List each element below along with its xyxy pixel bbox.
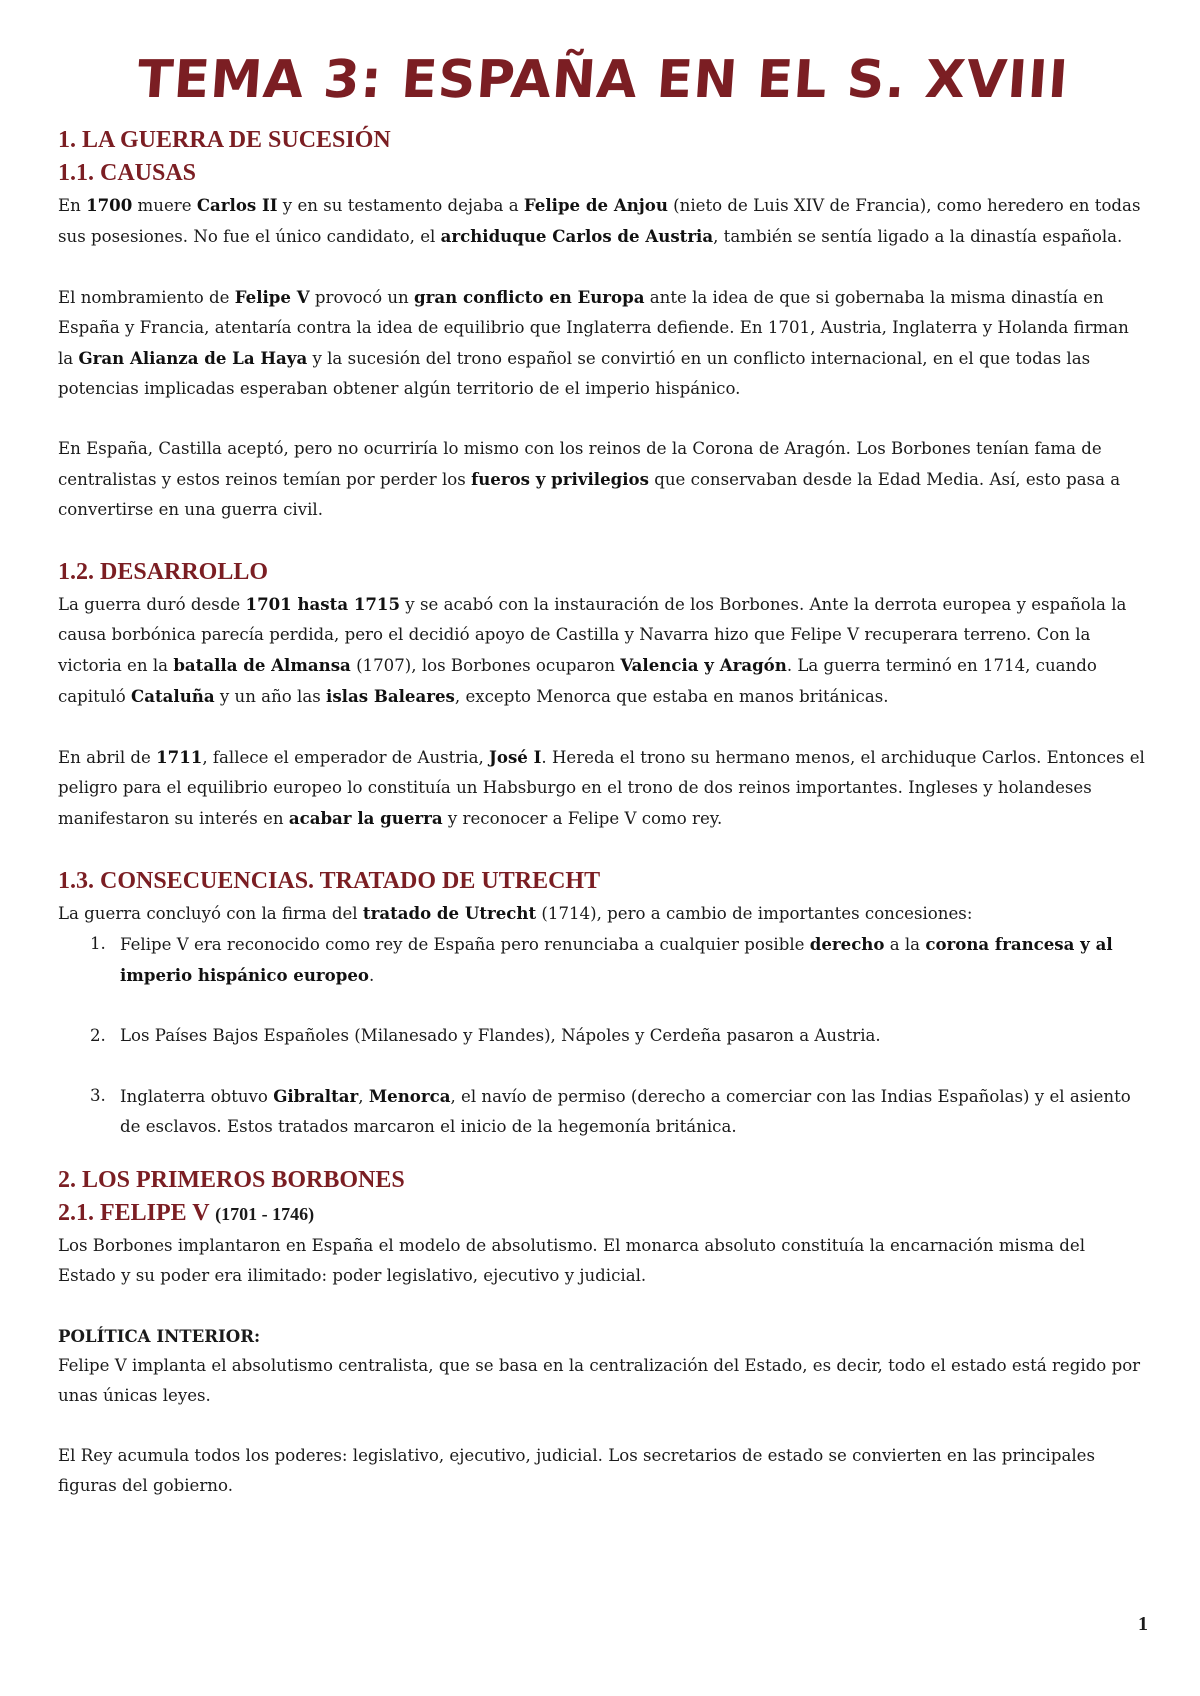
text-run: que conservaban desde la Edad Media. Así, esto pasa a convertirse en una guerra civil. — [58, 470, 1121, 519]
bold-term: 1711 — [156, 747, 203, 767]
bold-term: corona francesa y al imperio hispánico europeo — [120, 934, 1113, 985]
bold-term: islas Baleares — [326, 686, 455, 706]
text-run: El Rey acumula todos los poderes: legislativo, ejecutivo, judicial. Los secretarios de estado se convierten en las principales figuras del gobierno. — [58, 1446, 1096, 1495]
bold-term: Valencia y Aragón — [620, 655, 787, 675]
bold-term: Felipe V — [234, 287, 310, 307]
bold-term: tratado de Utrecht — [362, 903, 537, 923]
paragraph — [58, 1441, 1148, 1501]
bold-term: acabar la guerra — [288, 808, 443, 828]
page-number: 1 — [1138, 1613, 1148, 1635]
text-run: a la — [884, 935, 926, 954]
list-number: 3. — [90, 1086, 106, 1105]
list-item-text — [120, 1026, 881, 1045]
text-run: En — [58, 196, 87, 215]
text-run: provocó un — [309, 288, 415, 307]
text-run: , excepto Menorca que estaba en manos británicas. — [454, 687, 889, 706]
bold-term: derecho — [809, 934, 885, 954]
paragraph — [58, 589, 1148, 712]
subheading-politica-interior: POLÍTICA INTERIOR: — [58, 1326, 261, 1346]
bold-term: gran conflicto en Europa — [414, 287, 645, 307]
list-item — [58, 1021, 1148, 1051]
text-run: La guerra concluyó con la firma del — [58, 904, 363, 923]
text-run: Felipe V era reconocido como rey de España pero renunciaba a cualquier posible — [120, 935, 810, 954]
subsection-heading-felipe-v-text: 2.1. FELIPE V — [58, 1200, 210, 1226]
bold-term: Gran Alianza de La Haya — [78, 348, 308, 368]
text-run: . La guerra terminó en 1714, cuando capituló — [58, 656, 1097, 706]
text-run: (1707), los Borbones ocuparon — [350, 656, 621, 675]
document-title: TEMA 3: ESPAÑA EN EL S. XVIII — [135, 50, 1071, 110]
text-run: , también se sentía ligado a la dinastía española. — [713, 227, 1123, 246]
subsection-heading-felipe-v — [58, 1196, 1148, 1231]
text-run: (1714), pero a cambio de importantes concesiones: — [536, 904, 973, 923]
list-number: 2. — [90, 1026, 106, 1045]
text-run: ante la idea de que si gobernaba la misma dinastía en España y Francia, atentaría contra la idea de equilibrio que Inglaterra defiende. En 1701, Austria, Inglaterra y Holanda firman la — [58, 288, 1129, 368]
list-number: 1. — [90, 934, 106, 953]
subsection-heading-desarrollo: 1.2. DESARROLLO — [58, 559, 269, 585]
text-run: La guerra duró desde — [58, 595, 246, 614]
paragraph — [58, 434, 1148, 525]
reign-years: (1701 - 1746) — [215, 1204, 315, 1224]
numbered-list — [58, 929, 1148, 1142]
paragraph — [58, 190, 1148, 252]
text-run: , el navío de permiso (derecho a comerciar con las Indias Españolas) y el asiento de esclavos. Estos tratados marcaron el inicio de la hegemonía británica. — [120, 1087, 1131, 1136]
section-heading-primeros-borbones: 2. LOS PRIMEROS BORBONES — [58, 1167, 405, 1193]
paragraph — [58, 898, 1148, 929]
bold-term: 1701 hasta 1715 — [245, 594, 401, 614]
bold-term: Cataluña — [131, 686, 215, 706]
text-run: El nombramiento de — [58, 288, 235, 307]
paragraph — [58, 1231, 1148, 1291]
text-run: . Hereda el trono su hermano menos, el archiduque Carlos. Entonces el peligro para el equilibrio europeo lo constituía un Habsburgo en el trono de dos reinos importantes. Ingleses y holandeses manifestaron su interés en — [58, 748, 1145, 828]
paragraph — [58, 282, 1148, 404]
paragraph — [58, 1351, 1148, 1411]
text-run: Inglaterra obtuvo — [120, 1087, 274, 1106]
subsection-heading-consecuencias: 1.3. CONSECUENCIAS. TRATADO DE UTRECHT — [58, 868, 601, 894]
bold-term: Menorca — [368, 1086, 451, 1106]
document-page — [58, 50, 1148, 1501]
text-run: y en su testamento dejaba a — [277, 196, 524, 215]
text-run: Felipe V implanta el absolutismo centralista, que se basa en la centralización del Estado, es decir, todo el estado está regido por unas únicas leyes. — [58, 1356, 1141, 1405]
bold-term: batalla de Almansa — [173, 655, 351, 675]
text-run: . — [368, 966, 375, 985]
text-run: En abril de — [58, 748, 157, 767]
list-item-text — [120, 935, 1113, 985]
text-run: Los Países Bajos Españoles (Milanesado y Flandes), Nápoles y Cerdeña pasaron a Austria. — [120, 1026, 881, 1045]
text-run: , — [358, 1087, 369, 1106]
section-heading-guerra-sucesion: 1. LA GUERRA DE SUCESIÓN — [58, 127, 391, 153]
text-run: y se acabó con la instauración de los Borbones. Ante la derrota europea y española la causa borbónica parecía perdida, pero el decidió apoyo de Castilla y Navarra hizo que Felipe V recuperara terreno. Con la victoria en la — [58, 595, 1127, 675]
text-run: En España, Castilla aceptó, pero no ocurriría lo mismo con los reinos de la Corona de Aragón. Los Borbones tenían fama de centralistas y estos reinos temían por perder los — [58, 439, 1102, 489]
list-item — [58, 1081, 1148, 1142]
subsection-heading-causas: 1.1. CAUSAS — [58, 160, 197, 186]
text-run: y la sucesión del trono español se convirtió en un conflicto internacional, en el que todas las potencias implicadas esperaban obtener algún territorio de el imperio hispánico. — [58, 349, 1091, 398]
text-run: , fallece el emperador de Austria, — [202, 748, 490, 767]
text-run: y un año las — [214, 687, 327, 706]
bold-term: Carlos II — [196, 195, 278, 215]
text-run: (nieto de Luis XIV de Francia), como heredero en todas sus posesiones. No fue el único candidato, el — [58, 196, 1141, 246]
bold-term: Felipe de Anjou — [523, 195, 668, 215]
bold-term: José I — [489, 747, 542, 767]
paragraph — [58, 742, 1148, 834]
bold-term: fueros y privilegios — [471, 469, 649, 489]
bold-term: 1700 — [86, 195, 133, 215]
text-run: muere — [132, 196, 197, 215]
list-item-text — [120, 1087, 1131, 1136]
bold-term: archiduque Carlos de Austria — [440, 226, 714, 246]
list-item — [58, 929, 1148, 991]
text-run: y reconocer a Felipe V como rey. — [442, 809, 723, 828]
text-run: Los Borbones implantaron en España el modelo de absolutismo. El monarca absoluto constituía la encarnación misma del Estado y su poder era ilimitado: poder legislativo, ejecutivo y judicial. — [58, 1236, 1086, 1285]
bold-term: Gibraltar — [273, 1086, 359, 1106]
